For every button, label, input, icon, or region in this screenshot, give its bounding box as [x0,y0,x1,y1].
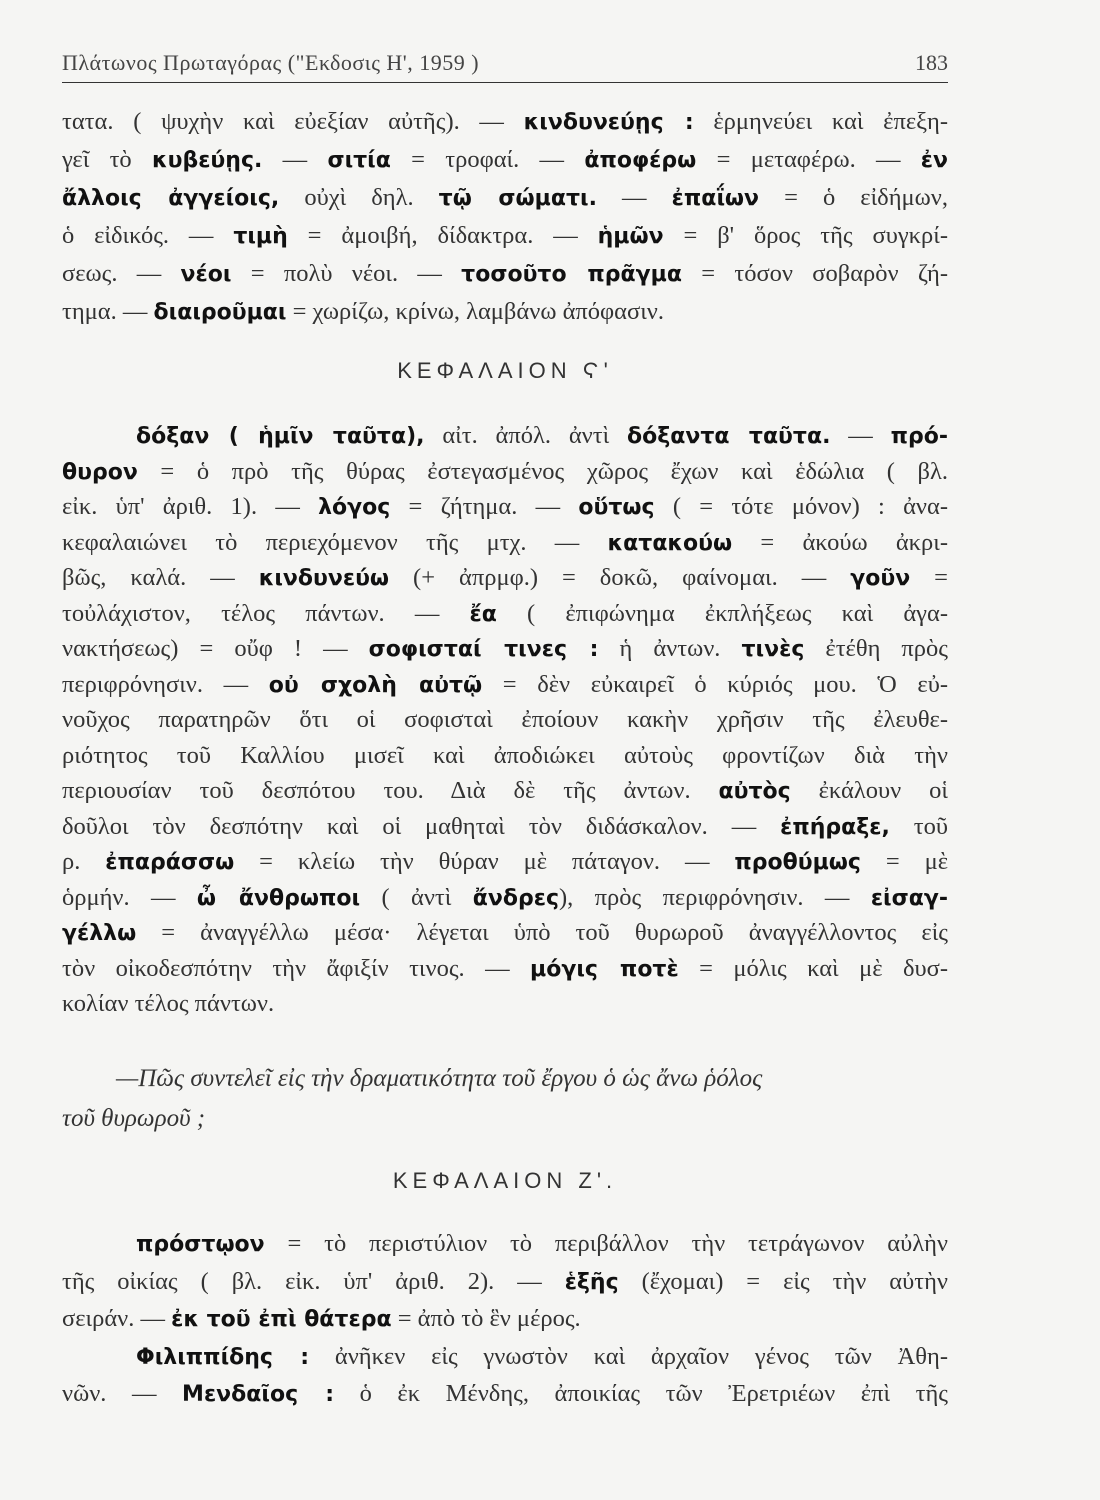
text-run: = ἀκούω ἀκρι- [732,528,948,556]
text-run: ὁ εἰδικός. — [62,222,234,249]
text-run: = χωρίζω, κρίνω, λαμβάνω ἀπόφασιν. [286,298,664,325]
lemma-term: οὐ σχολὴ αὐτῷ [268,672,483,698]
text-run: = ὁ εἰδήμων, [759,184,948,211]
text-run: δοῦλοι τὸν δεσπότην καὶ οἱ μαθηταὶ τὸν διδάσκαλον. — [62,812,781,840]
text-line [62,560,948,596]
lemma-term: ἄνδρες [472,885,559,911]
text-run: = ἀμοιβή, δίδακτρα. — [287,222,598,249]
text-run: κολίαν τέλος πάντων. [62,990,275,1017]
text-run: = [910,564,948,591]
text-run: ρ. [62,848,106,875]
text-line [62,104,948,140]
text-line [62,1301,948,1337]
text-run: αἰτ. ἀπόλ. ἀντὶ [424,422,628,449]
text-run: νοῦχος παρατηρῶν ὅτι οἱ σοφισταὶ ἐποίουν κακὴν χρῆσιν τῆς ἐλευθε- [62,706,948,733]
lemma-term: τῷ σώματι. [438,186,597,211]
text-line [62,180,948,216]
lemma-term: ἑξῆς [564,1269,619,1295]
text-run: = ἀναγγέλλω μέσα· λέγεται ὑπὸ τοῦ θυρωροῦ ἀναγγέλλοντος εἰς [136,919,948,946]
text-run: τοῦ [889,812,948,840]
text-run: γεῖ τὸ [62,146,152,173]
text-run: (+ ἀπρμφ.) = δοκῶ, φαίνομαι. — [389,564,851,591]
text-run: κεφαλαιώνει τὸ περιεχόμενον τῆς μτχ. — [62,528,608,556]
text-line [62,986,948,1022]
lemma-term: Μενδαῖος : [182,1382,335,1407]
text-line [62,1339,948,1375]
text-line [62,1376,948,1412]
lemma-term: κυβεύῃς. [151,148,263,173]
lemma-term: λόγος [318,495,391,520]
text-run: βῶς, καλά. — [62,564,259,591]
text-run: ἀνῆκεν εἰς γνωστὸν καὶ ἀρχαῖον γένος τῶν Ἀθη- [309,1342,948,1370]
lemma-term: ἔα [469,601,497,627]
text-line [62,667,948,703]
text-line [62,294,948,330]
lemma-term: εἰσαγ- [870,885,948,911]
text-run: ἐτέθη πρὸς [804,635,948,662]
lemma-term: κινδυνεύῃς : [523,110,694,135]
lemma-term: δόξαντα ταῦτα. [627,424,831,449]
text-line [62,596,948,632]
text-run: νῶν. — [62,1380,183,1407]
text-run: τὸν οἰκοδεσπότην τὴν ἄφιξίν τινος. — [62,954,531,982]
question-line: τοῦ θυρωροῦ ; [62,1105,206,1132]
text-line [62,256,948,292]
text-line [62,702,948,738]
lemma-term: ὦ ἄνθρωποι [196,885,361,911]
running-header [62,44,948,83]
text-run: = τόσον σοβαρὸν ζή- [681,260,948,287]
text-run: ( ἐπιφώνημα ἐκπλήξεως καὶ ἀγα- [496,599,948,627]
text-run: τατα. ( ψυχὴν καὶ εὐεξίαν αὐτῆς). — [62,108,524,135]
lemma-term: ἐπαΐων [671,186,760,211]
lemma-term: ἀποφέρω [584,148,697,173]
text-line [62,880,948,916]
lemma-term: τοσοῦτο πρᾶγμα [461,262,682,287]
question-line: —Πῶς συντελεῖ εἰς τὴν δραματικότητα τοῦ ἔργου ὁ ὡς ἄνω ῥόλος [116,1065,763,1092]
lemma-term: νέοι [180,262,232,287]
lemma-term: σιτία [327,148,391,173]
lemma-term: Φιλιππίδης : [136,1344,310,1370]
lemma-term: μόγις ποτὲ [530,956,679,982]
lemma-term: πρόστῳον [136,1232,265,1257]
text-run: τοὐλάχιστον, τέλος πάντων. — [62,599,470,627]
lemma-term: ἄλλοις ἀγγείοις, [62,186,280,211]
header-title: Πλάτωνος Πρωταγόρας ("Εκδοσις Η', 1959 ) [62,50,480,75]
lemma-term: ἐπήραξε, [780,814,890,840]
lemma-term: κινδυνεύω [258,566,390,591]
lemma-term: δόξαν ( ἡμῖν ταῦτα), [136,424,425,449]
text-line [62,218,948,254]
text-run: περιφρόνησιν. — [62,670,269,698]
text-run: = ζήτημα. — [390,493,579,520]
text-run: = μὲ [860,848,948,875]
text-run: = ἀπὸ τὸ ἓν μέρος. [391,1305,581,1332]
lemma-term: σοφισταί τινες : [368,637,599,662]
chapter-heading-6: ΚΕΦΑΛΑΙΟΝ Ϛ' [397,358,613,383]
lemma-term: αὐτὸς [718,779,791,804]
text-run: ( ἀντὶ [360,883,473,911]
lemma-term: οὕτως [578,495,655,520]
lemma-term: πρό- [890,424,948,449]
text-run: σεως. — [62,260,181,287]
lemma-term: τιμὴ [233,224,288,249]
text-line [62,1264,948,1300]
text-run: ( = τότε μόνον) : ἀνα- [654,493,948,520]
text-run: = κλείω τὴν θύραν μὲ πάταγον. — [234,848,735,875]
lemma-term: ἐν [920,148,948,173]
page-number: 183 [915,50,948,75]
text-line [62,142,948,178]
text-run: ), πρὸς περιφρόνησιν. — [558,883,871,911]
text-line [62,418,948,454]
text-run: = πολὺ νέοι. — [231,260,462,287]
text-line [62,951,948,987]
text-run: — [596,184,672,211]
lemma-term: προθύμως [734,850,861,875]
text-run: ὁρμήν. — [62,883,197,911]
text-line [62,915,948,951]
lemma-term: διαιροῦμαι [153,300,287,325]
lemma-term: γοῦν [850,566,911,591]
lemma-term: ἐκ τοῦ ἐπὶ θάτερα [171,1307,392,1332]
text-line [62,525,948,561]
lemma-term: ἐπαράσσω [105,850,235,875]
lemma-term: θυρον [62,459,138,485]
lemma-term: ἡμῶν [597,224,664,249]
text-line [62,773,948,809]
text-run: = τὸ περιστύλιον τὸ περιβάλλον τὴν τετράγωνον αὐλὴν [264,1230,948,1257]
text-line [62,738,948,774]
chapter-heading-7: ΚΕΦΑΛΑΙΟΝ Ζ'. [392,1168,618,1193]
text-run: σειράν. — [62,1305,172,1332]
text-line [62,1226,948,1262]
text-run: ἑρμηνεύει καὶ ἐπεξη- [693,108,948,135]
text-run: τημα. — [62,298,154,325]
text-run: τῆς οἰκίας ( βλ. εἰκ. ὑπ' ἀριθ. 2). — [62,1267,565,1295]
text-run: οὐχὶ δηλ. [279,184,439,211]
text-run: ὁ ἐκ Μένδης, ἀποικίας τῶν Ἐρετριέων ἐπὶ τῆς [334,1380,948,1407]
text-run: — [262,146,328,173]
text-run: ἐκάλουν οἱ [790,777,948,804]
text-line [62,844,948,880]
text-run: = δὲν εὐκαιρεῖ ὁ κύριός μου. Ὁ εὐ- [482,670,948,698]
text-run: = β' ὅρος τῆς συγκρί- [663,222,948,249]
lemma-term: τινὲς [741,637,805,662]
text-run: = τροφαί. — [390,146,585,173]
text-run: ἡ ἀντων. [598,635,742,662]
text-run: ριότητος τοῦ Καλλίου μισεῖ καὶ ἀποδιώκει αὐτοὺς φροντίζων διὰ τὴν [62,741,948,769]
text-line [62,454,948,490]
text-run: (ἔχομαι) = εἰς τὴν αὐτὴν [618,1267,948,1295]
text-line [62,631,948,667]
text-run: = μεταφέρω. — [696,146,921,173]
text-run: = ὁ πρὸ τῆς θύρας ἐστεγασμένος χῶρος ἔχων καὶ ἑδώλια ( βλ. [137,457,948,485]
lemma-term: γέλλω [62,921,137,946]
text-line [62,489,948,525]
text-run: περιουσίαν τοῦ δεσπότου του. Διὰ δὲ τῆς ἀντων. [62,777,719,804]
text-line [62,809,948,845]
text-run: εἰκ. ὑπ' ἀριθ. 1). — [62,493,319,520]
lemma-term: κατακούω [607,530,733,556]
text-run: = μόλις καὶ μὲ δυσ- [678,954,948,982]
text-run: νακτήσεως) = οὔφ ! — [62,635,369,662]
text-run: — [830,422,891,449]
